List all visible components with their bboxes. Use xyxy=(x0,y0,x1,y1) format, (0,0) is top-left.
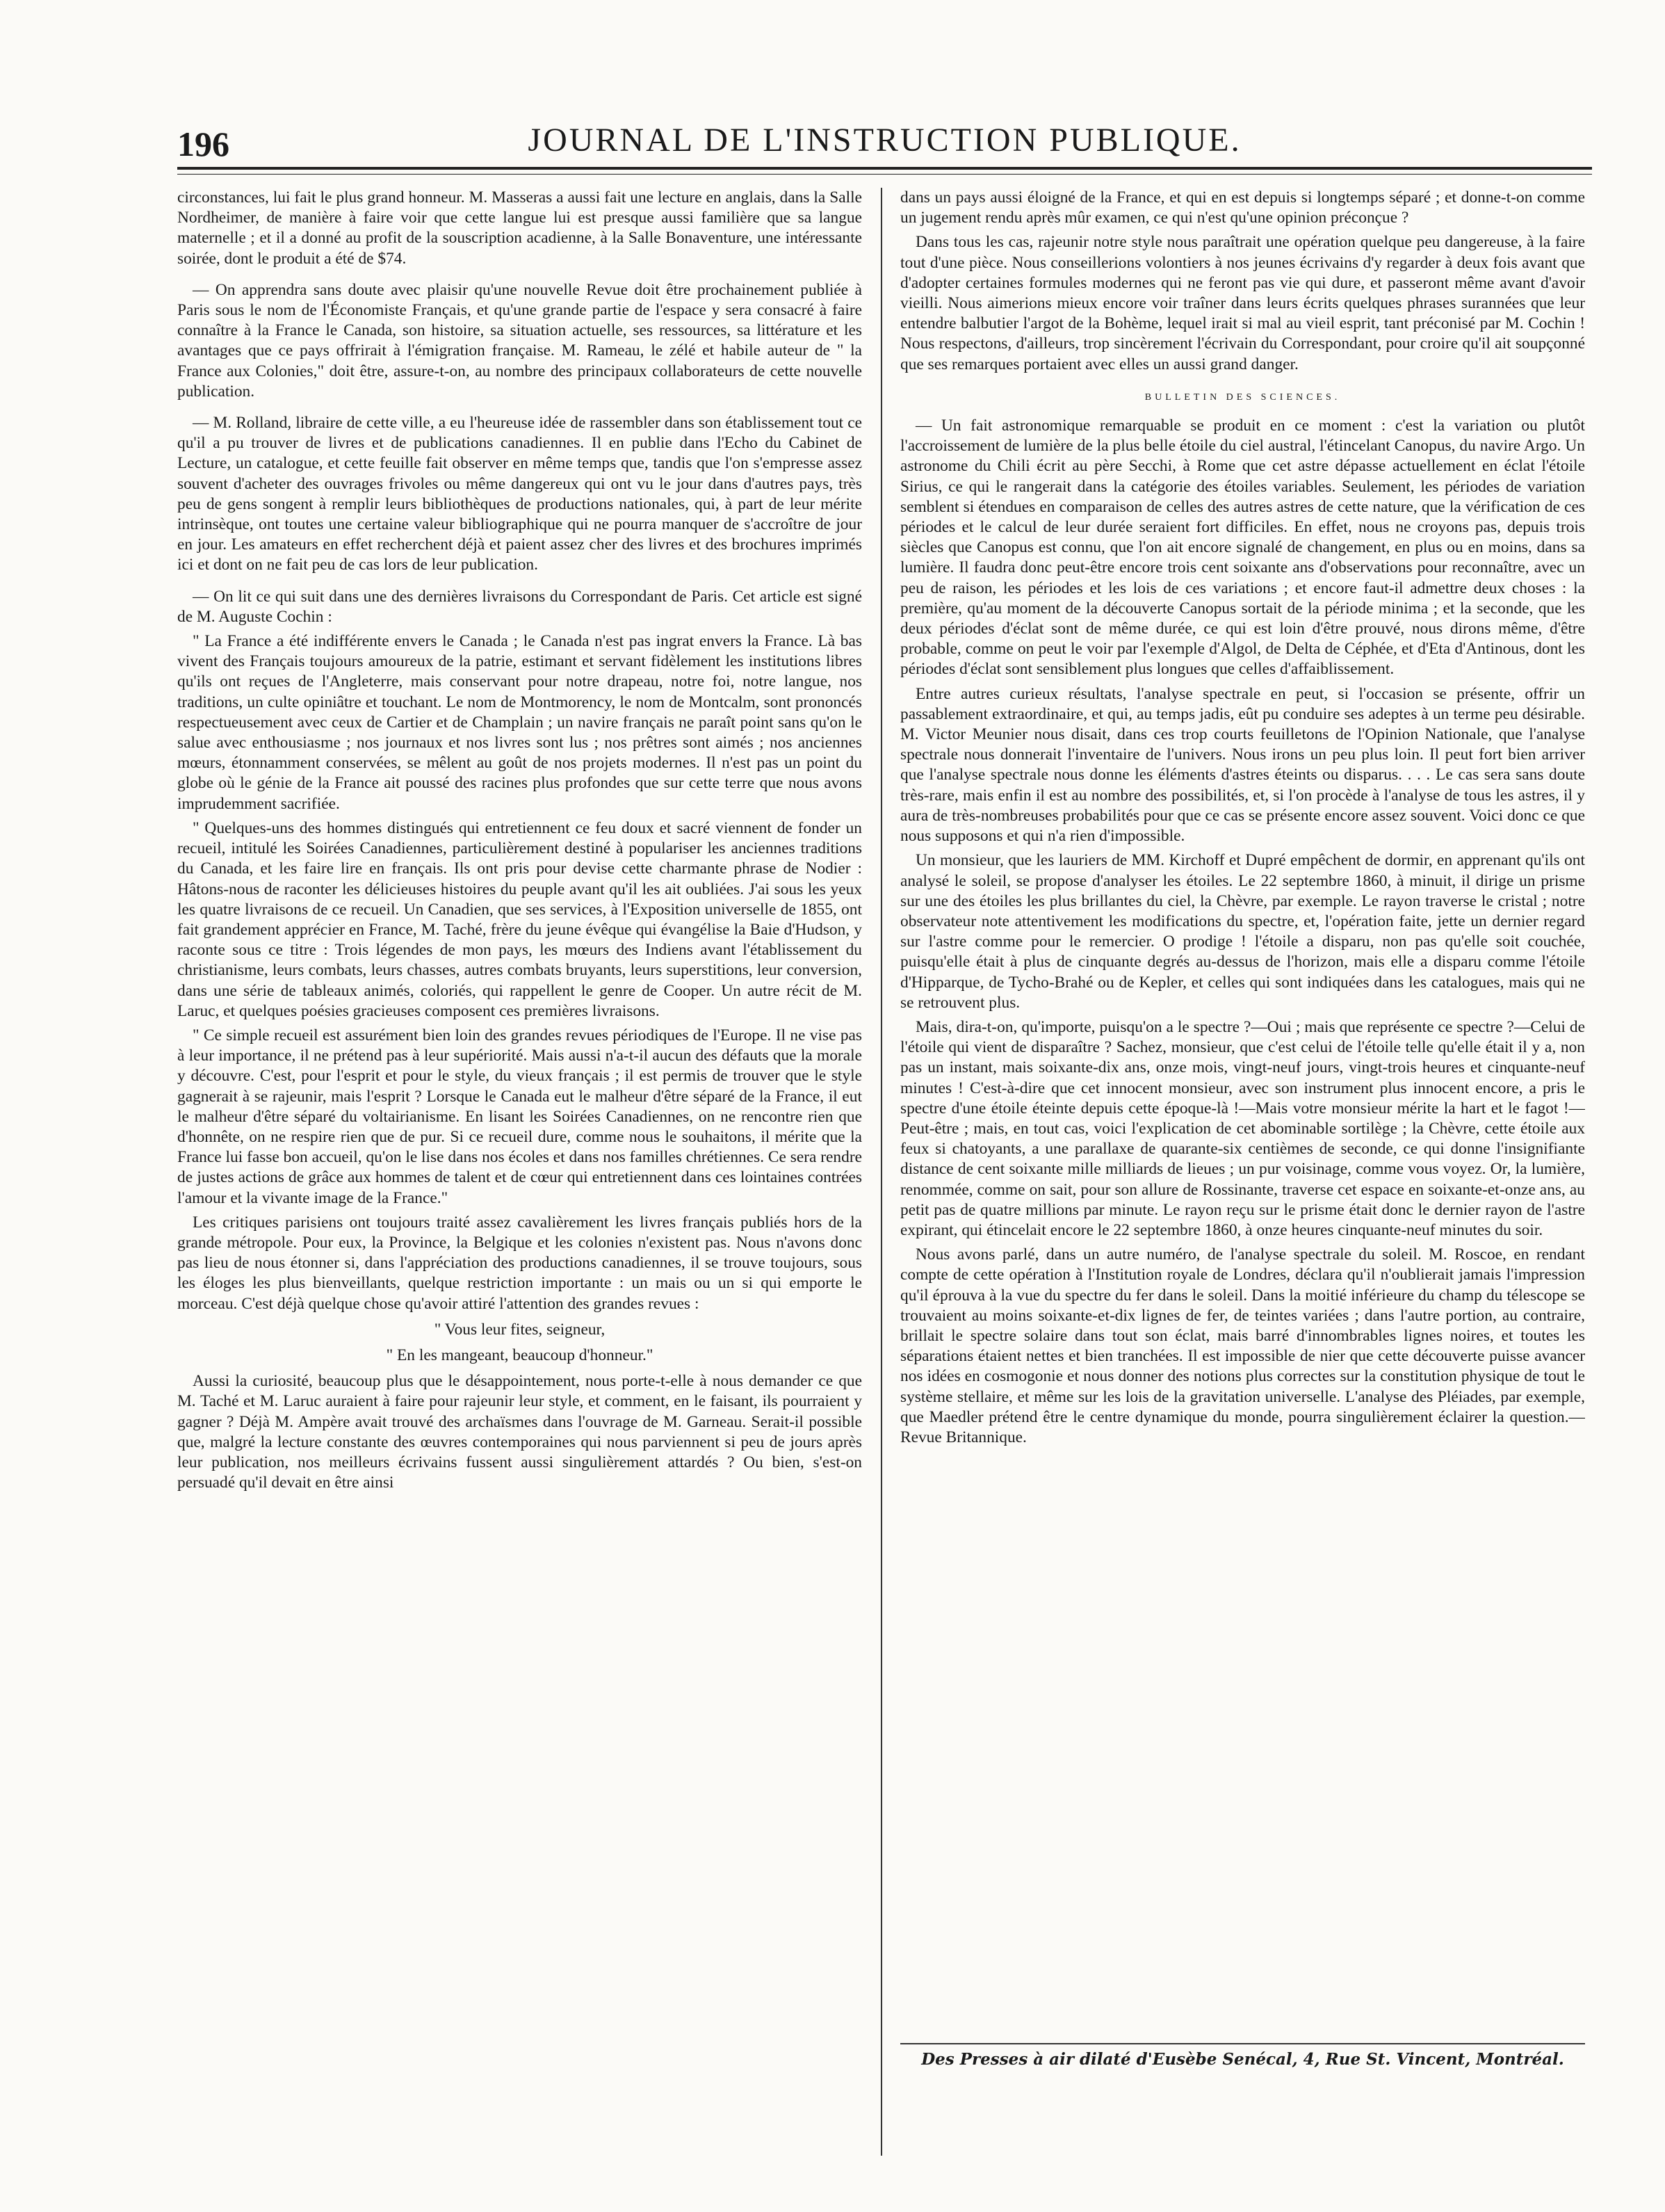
page-number: 196 xyxy=(177,124,229,163)
paragraph: — M. Rolland, libraire de cette ville, a eu l'heureuse idée de rassembler dans son établissement tout ce qu'il a pu trouver de livres et de publications canadiennes. Il en publie dans l'Echo du Cabinet de Lecture, un catalogue, et cette feuille fait observer en même temps que, tandis que l'on s'empresse assez souvent d'acheter des ouvrages frivoles ou même dangereux qui ont vu le jour dans d'autres pays, très peu de gens songent à remplir leurs bibliothèques de productions nationales, qui, à part de leur mérite intrinsèque, ont toutes une certaine valeur bibliographique qui ne pourra manquer de s'accroître de jour en jour. Les amateurs en effet recherchent déjà et paient assez cher des livres et des brochures imprimés ici et dont on ne fait peu de cas lors de leur publication. xyxy=(177,414,862,574)
paragraph: Les critiques parisiens ont toujours traité assez cavalièrement les livres français publiés hors de la grande métropole. Pour eux, la Province, la Belgique et les colonies n'existent pas. Nous n'avons donc pas lieu de nous étonner si, dans l'appréciation des productions canadiennes, il se trouve toujours, sous les éloges les plus bienveillants, quelque restriction importante : un mais ou un si qui emporte le morceau. C'est déjà quelque chose qu'avoir attiré l'attention des grandes revues : xyxy=(177,1213,862,1313)
paragraph: Un monsieur, que les lauriers de MM. Kirchoff et Dupré empêchent de dormir, en apprenant qu'ils ont analysé le soleil, se propose d'analyser les étoiles. Le 22 septembre 1860, à minuit, il dirige un prisme sur une des étoiles les plus brillantes du ciel, la Chèvre, par exemple. Le rayon traverse le cristal ; notre observateur note attentivement les modifications du spectre, et, l'opération faite, jette un dernier regard sur l'astre comme pour le remercier. O prodige ! l'étoile a disparu, non pas qu'elle soit couchée, puisqu'elle était à plus de cinquante degrés au-dessus de l'horizon, mais elle a disparu comme l'étoile d'Hipparque, de Tycho-Brahé ou de Kepler, et celles qui sont indiquées dans les catalogues, mais qui ne se retrouvent plus. xyxy=(900,851,1585,1012)
newspaper-page xyxy=(177,97,1592,2170)
paragraph: " Quelques-uns des hommes distingués qui entretiennent ce feu doux et sacré viennent de fonder un recueil, intitulé les Soirées Canadiennes, particulièrement destiné à populariser les anciennes traditions du Canada, et les faire lire en français. Ils ont pris pour devise cette charmante phrase de Nodier : Hâtons-nous de raconter les délicieuses histoires du peuple avant qu'il les ait oubliées. J'ai sous les yeux les quatre livraisons de ce recueil. Un Canadien, que ses services, à l'Exposition universelle de 1855, ont fait grandement apprécier en France, M. Taché, frère du jeune évêque qui évangélise la Baie d'Hudson, y raconte sous ce titre : Trois légendes de mon pays, les mœurs des Indiens avant l'établissement du christianisme, leurs combats, leurs chasses, autres combats bruyants, leurs superstitions, leur conversion, dans une série de tableaux animés, coloriés, qui rappellent le genre de Cooper. Un autre récit de M. Laruc, et quelques poésies gracieuses composent ces premières livraisons. xyxy=(177,818,862,1020)
paragraph: Mais, dira-t-on, qu'importe, puisqu'on a le spectre ?—Oui ; mais que représente ce spectre ?—Celui de l'étoile qui vient de disparaître ? Sachez, monsieur, que c'est celui de l'étoile telle qu'elle était il y a, non pas un instant, mais soixante-dix ans, onze mois, vingt-neuf jours, vingt-trois heures et cinquante-neuf minutes ! C'est-à-dire que cet innocent monsieur, avec son instrument plus innocent encore, a pris le spectre d'une étoile éteinte depuis cette époque-là !—Mais votre monsieur mérite la hart et le fagot !—Peut-être ; mais, en tout cas, voici l'explication de cet abominable sortilège ; la Chèvre, cette étoile aux feux si chatoyants, a une parallaxe de quarante-six centièmes de seconde, ce qui donne l'insignifiante distance de cent soixante mille milliards de lieues ; un pur voisinage, comme vous voyez. Or, la lumière, renommée, comme on sait, pour son allure de Rossinante, traverse cet espace en soixante-et-onze ans, au petit pas de quatre millions par minute. Le rayon reçu sur le prisme était donc le dernier rayon de l'astre expirant, qui étincelait encore le 22 septembre 1860, à onze heures cinquante-neuf minutes du soir. xyxy=(900,1017,1585,1239)
page-header xyxy=(177,111,1592,174)
verse-line: " Vous leur fites, seigneur, xyxy=(434,1320,606,1339)
paragraph: " Ce simple recueil est assurément bien loin des grandes revues périodiques de l'Europe. Il ne vise pas à leur importance, il ne prétend pas à leur supériorité. Mais aussi n'a-t-il aucun des défauts que la morale y découvre. C'est, pour l'esprit et pour le style, du vieux français ; il est permis de trouver que le style gagnerait à se rajeunir, mais l'esprit ? Lorsque le Canada eut le malheur d'être séparé de la France, il eut le malheur d'être séparé du voltairianisme. En lisant les Soirées Canadiennes, on ne rencontre rien que d'honnête, on ne respire rien que de pur. Si ce recueil dure, comme nous le souhaitons, il mérite que la France lui fasse bon accueil, qu'on le lise dans nos écoles et dans nos familles chrétiennes. Ce sera rendre de justes actions de grâce aux hommes de talent et de cœur qui entretiennent dans ces lointaines contrées l'amour et la vivante image de la France." xyxy=(177,1026,862,1207)
paragraph: circonstances, lui fait le plus grand honneur. M. Masseras a aussi fait une lecture en anglais, dans la Salle Nordheimer, de manière à faire voir que cette langue lui est presque aussi familière que sa langue maternelle ; et il a donné au profit de la souscription acadienne, à la Salle Bonaventure, une intéressante soirée, dont le produit a été de $74. xyxy=(177,188,862,268)
paragraph: " La France a été indifférente envers le Canada ; le Canada n'est pas ingrat envers la France. Là bas vivent des Français toujours amoureux de la patrie, estimant et servant fidèlement les institutions libres qu'ils ont reçues de l'Angleterre, mais conservant pour notre drapeau, notre foi, notre langue, nos traditions, un culte opiniâtre et touchant. Le nom de Montmorency, le nom de Montcalm, sont prononcés respectueusement avec ceux de Cartier et de Champlain ; un navire français ne paraît point sans qu'on le salue avec enthousiasme ; nos journaux et nos livres sont lus ; nos prêtres sont aimés ; nos anciennes mœurs, étonnamment conservées, se mêlent au goût de nos projets modernes. Il n'est pas un point du globe où le génie de la France ait poussé des racines plus profondes que sur cette terre que nous avons imprudemment sacrifiée. xyxy=(177,632,862,813)
paragraph: Entre autres curieux résultats, l'analyse spectrale en peut, si l'occasion se présente, offrir un passablement extraordinaire, et qui, au temps jadis, eût pu conduire ses adeptes à un terme peu désirable. M. Victor Meunier nous disait, dans ces trop courts feuilletons de l'Opinion Nationale, que l'analyse spectrale nous donnerait l'inventaire de l'univers. Nous irons un peu plus loin. Il peut fort bien arriver que l'analyse spectrale nous donne les éléments d'astres éteints ou disparus. . . . Le cas sera sans doute très-rare, mais enfin il est au nombre des possibilités, et, si l'on procède à l'analyse de tous les astres, il y aura de très-nombreuses probabilités pour que ce cas se présente encore assez souvent. Voici donc ce que nous supposons et qui n'a rien d'impossible. xyxy=(900,684,1585,846)
verse-line: " En les mangeant, beaucoup d'honneur." xyxy=(386,1346,653,1364)
running-title: JOURNAL DE L'INSTRUCTION PUBLIQUE. xyxy=(528,122,1242,159)
printer-imprint: Des Presses à air dilaté d'Eusèbe Senécal, 4, Rue St. Vincent, Montréal. xyxy=(921,2050,1564,2069)
columns xyxy=(177,188,1592,2156)
right-column xyxy=(900,188,1585,2156)
paragraph: — On lit ce qui suit dans une des dernières livraisons du Correspondant de Paris. Cet article est signé de M. Auguste Cochin : xyxy=(177,587,862,626)
header-rule-thin xyxy=(177,174,1592,175)
left-column xyxy=(177,188,862,2156)
column-divider xyxy=(881,188,882,2156)
paragraph: dans un pays aussi éloigné de la France, et qui en est depuis si longtemps séparé ; et donne-t-on comme un jugement rendu après mûr examen, ce qui n'est qu'une opinion préconçue ? xyxy=(900,188,1585,227)
header-rule-thick xyxy=(177,167,1592,170)
paragraph: — Un fait astronomique remarquable se produit en ce moment : c'est la variation ou plutôt l'accroissement de lumière de la plus belle étoile du ciel austral, l'étincelant Canopus, du navire Argo. Un astronome du Chili écrit au père Secchi, à Rome que cet astre dépasse actuellement en éclat l'étoile Sirius, ce qui le rangerait dans la catégorie des étoiles variables. Seulement, les périodes de variation semblent si étendues en comparaison de celles des autres astres de cette nature, que la vérification de ces périodes et le calcul de leur durée seraient fort difficiles. En effet, nous ne croyons pas, depuis trois siècles que Canopus est connu, que l'on ait encore signalé de changement, en plus ou en moins, dans sa lumière. Il faudra donc peut-être encore trois cent soixante ans d'observations pour reconnaître, avec un peu de raison, les périodes et les lois de ces variations ; et encore faut-il admettre deux choses : la première, qu'au moment de la découverte Canopus sortait de la période minima ; et la seconde, que les deux périodes d'éclat sont de même durée, ce qui est loin d'être prouvé, nous dirons même, d'être probable, comme on peut le voir par l'exemple d'Algol, de Delta de Céphée, et d'Eta d'Antinous, dont les périodes d'éclat sont sensiblement plus longues que celles d'affaiblissement. xyxy=(900,417,1585,679)
paragraph: Dans tous les cas, rajeunir notre style nous paraîtrait une opération quelque peu dangereuse, à la faire tout d'une pièce. Nous conseillerions volontiers à nos jeunes écrivains d'y regarder à deux fois avant que d'adopter certaines formules modernes qui ne feront pas vie qui dure, et passeront même avant d'avoir vieilli. Nous aimerions mieux encore voir traîner dans leurs écrits quelques phrases surannées que leur entendre balbutier l'argot de la Bohème, lequel irait si mal au vieil esprit, tant préconisé par M. Cochin ! Nous respectons, d'ailleurs, trop sincèrement l'écrivain du Correspondant, pour croire qu'il ait soupçonné que ses remarques portaient avec elles un aussi grand danger. xyxy=(900,233,1585,373)
imprint-rule xyxy=(900,2043,1585,2044)
section-heading: BULLETIN DES SCIENCES. xyxy=(1144,391,1341,403)
paragraph: Nous avons parlé, dans un autre numéro, de l'analyse spectrale du soleil. M. Roscoe, en rendant compte de cette opération à l'Institution royale de Londres, déclara qu'il n'oublierait jamais l'impression qu'il éprouva à la vue du spectre du fer dans le soleil. Dans la moitié inférieure du champ du télescope se trouvaient au moins soixante-et-dix lignes de fer, de teintes variées ; dans l'autre portion, au contraire, brillait le spectre solaire dans tout son éclat, mais barré d'innombrables lignes noires, et toutes les séparations étaient nettes et bien tranchées. Il est impossible de nier que cette découverte puisse avancer nos idées en cosmogonie et nous donner des notions plus correctes sur la constitution physique de tout le système stellaire, et même sur les lois de la gravitation universelle. L'analyse des Pléiades, par exemple, que Maedler prétend être le centre dynamique du monde, pourra singulièrement éclairer la question.—Revue Britannique. xyxy=(900,1245,1585,1446)
paragraph: Aussi la curiosité, beaucoup plus que le désappointement, nous porte-t-elle à nous demander ce que M. Taché et M. Laruc auraient à faire pour rajeunir leur style, et comment, en le faisant, ils pourraient y gagner ? Déjà M. Ampère avait trouvé des archaïsmes dans l'ouvrage de M. Garneau. Serait-il possible que, malgré la lecture constante des œuvres contemporaines qui nous parviennent si peu de jours après leur publication, nos meilleurs écrivains fussent aussi singulièrement attardés ? Ou bien, s'est-on persuadé qu'il devait en être ainsi xyxy=(177,1372,862,1492)
paragraph: — On apprendra sans doute avec plaisir qu'une nouvelle Revue doit être prochainement publiée à Paris sous le nom de l'Économiste Français, et qu'une grande partie de l'espace y sera consacré à faire connaître à la France le Canada, son histoire, sa situation actuelle, ses ressources, sa littérature et les avantages que ce pays offrirait à l'émigration française. M. Rameau, le zélé et habile auteur de " la France aux Colonies," doit être, assure-t-on, au nombre des principaux collaborateurs de cette nouvelle publication. xyxy=(177,280,862,401)
